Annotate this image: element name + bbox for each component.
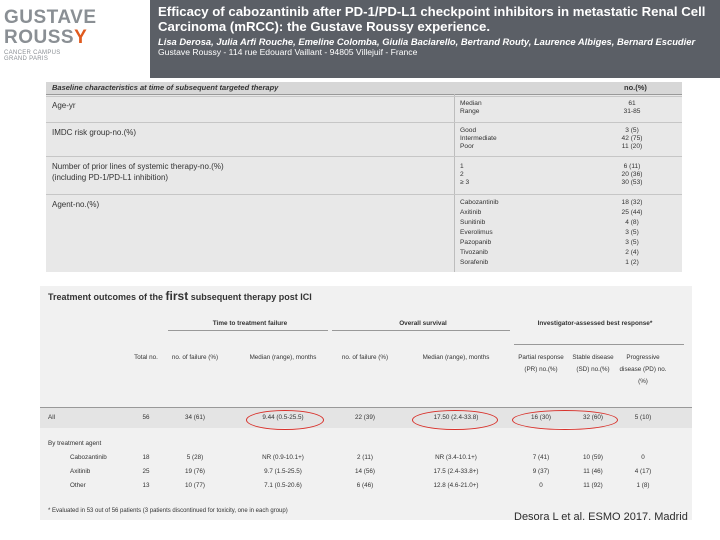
cell: 9 (37) bbox=[532, 468, 550, 475]
col-header: Stable disease (SD) no.(%) bbox=[572, 354, 614, 373]
value: 11 (20) bbox=[621, 143, 643, 150]
group-label: Age-yr bbox=[52, 101, 76, 110]
row-label: Other bbox=[70, 482, 86, 489]
value: 4 (8) bbox=[625, 219, 639, 226]
author-list: Lisa Derosa, Julia Arfi Rouche, Emeline Colomba, Giulia Baciarello, Bertrand Routy, Laurence Albiges, Bernard Escudier bbox=[158, 36, 696, 47]
cell: 9.44 (0.5-25.5) bbox=[262, 414, 304, 421]
cell: 16 (30) bbox=[531, 414, 551, 421]
col-header: Partial response (PR) no.(%) bbox=[518, 354, 564, 373]
sub-label: ≥ 3 bbox=[460, 179, 470, 186]
cell: 7.1 (0.5-20.6) bbox=[264, 482, 302, 489]
table-row bbox=[40, 466, 692, 478]
group-rule bbox=[168, 330, 328, 331]
value: 30 (53) bbox=[621, 179, 643, 186]
table-row bbox=[40, 452, 692, 464]
value: 42 (75) bbox=[621, 135, 643, 142]
cell: NR (3.4-10.1+) bbox=[435, 454, 477, 461]
highlight-oval bbox=[512, 410, 618, 430]
group-rule bbox=[332, 330, 510, 331]
cell: 17.5 (2.4-33.8+) bbox=[433, 468, 479, 475]
baseline-group-age bbox=[46, 96, 682, 121]
logo-line-2: ROUSSY bbox=[4, 27, 88, 48]
cell: 56 bbox=[142, 414, 150, 421]
group-label-2: (including PD-1/PD-L1 inhibition) bbox=[52, 173, 169, 182]
sub-label: Range bbox=[460, 108, 480, 115]
poster-title: Efficacy of cabozantinib after PD-1/PD-L1 checkpoint inhibitors in metastatic Renal Cell Carcinoma (mRCC): the Gustave Roussy experience. bbox=[158, 4, 706, 34]
col-header: no. of failure (%) bbox=[341, 354, 389, 361]
sub-label: Cabozantinib bbox=[460, 199, 499, 206]
sub-label: Median bbox=[460, 100, 482, 107]
highlight-oval bbox=[246, 410, 324, 430]
value: 3 (5) bbox=[625, 127, 639, 134]
logo-line-1: GUSTAVE bbox=[4, 7, 97, 28]
col-header: Progressive disease (PD) no.(%) bbox=[619, 354, 667, 385]
sub-label: Sorafenib bbox=[460, 259, 489, 266]
col-header: Median (range), months bbox=[249, 354, 317, 361]
cell: 5 (10) bbox=[634, 414, 652, 421]
value: 20 (36) bbox=[621, 171, 643, 178]
title-banner bbox=[150, 0, 720, 78]
baseline-group-imdc bbox=[46, 122, 682, 155]
value: 31-85 bbox=[623, 108, 641, 115]
cell: 7 (41) bbox=[532, 454, 550, 461]
cell: 0 bbox=[641, 454, 645, 461]
gustave-roussy-logo bbox=[4, 8, 124, 72]
highlight-oval bbox=[412, 410, 498, 430]
sub-label: Axitinib bbox=[460, 209, 482, 216]
cell: 17.50 (2.4-33.8) bbox=[433, 414, 479, 421]
cell: 10 (77) bbox=[185, 482, 205, 489]
value: 3 (5) bbox=[625, 239, 639, 246]
cell: 0 bbox=[539, 482, 543, 489]
sub-label: Pazopanib bbox=[460, 239, 492, 246]
group-label: Agent-no.(%) bbox=[52, 200, 100, 209]
outcomes-table bbox=[40, 286, 692, 520]
group-header-response: Investigator-assessed best response* bbox=[537, 320, 653, 327]
group-rule bbox=[514, 344, 684, 345]
cell: 2 (11) bbox=[357, 454, 373, 461]
cell: 13 bbox=[142, 482, 150, 489]
cell: 4 (17) bbox=[634, 468, 652, 475]
cell: 6 (46) bbox=[356, 482, 374, 489]
cell: 32 (60) bbox=[583, 414, 603, 421]
cell: 11 (92) bbox=[583, 482, 603, 489]
cell: NR (0.9-10.1+) bbox=[262, 454, 304, 461]
cell: 5 (28) bbox=[186, 454, 204, 461]
col-header: no. of failure (%) bbox=[171, 354, 219, 361]
sub-label: Good bbox=[460, 127, 477, 134]
baseline-heading: Baseline characteristics at time of subsequent targeted therapy bbox=[52, 83, 279, 92]
baseline-group-agent bbox=[46, 194, 682, 271]
cell: 12.8 (4.6-21.0+) bbox=[433, 482, 479, 489]
row-label: All bbox=[48, 414, 55, 421]
sub-label: Tivozanib bbox=[460, 249, 488, 256]
outcomes-title: Treatment outcomes of the first subsequent therapy post ICI bbox=[48, 289, 312, 303]
citation: Desora L et al. ESMO 2017. Madrid bbox=[514, 511, 688, 523]
affiliation: Gustave Roussy - 114 rue Edouard Vaillant - 94805 Villejuif - France bbox=[158, 47, 418, 57]
sub-label: 2 bbox=[460, 171, 464, 178]
cell: 25 bbox=[142, 468, 150, 475]
value: 2 (4) bbox=[625, 249, 639, 256]
sub-label: Poor bbox=[460, 143, 474, 150]
baseline-col-header: no.(%) bbox=[624, 83, 647, 92]
cell: 9.7 (1.5-25.5) bbox=[264, 468, 302, 475]
table-row bbox=[40, 480, 692, 492]
group-label: IMDC risk group-no.(%) bbox=[52, 128, 137, 137]
row-label: Axitinib bbox=[70, 468, 91, 475]
logo-line-4: GRAND PARIS bbox=[4, 56, 49, 62]
sub-label: Sunitinib bbox=[460, 219, 486, 226]
sub-label: Intermediate bbox=[460, 135, 497, 142]
row-label: Cabozantinib bbox=[70, 454, 107, 461]
cell: 19 (76) bbox=[185, 468, 205, 475]
value: 25 (44) bbox=[621, 209, 643, 216]
cell: 1 (8) bbox=[636, 482, 650, 489]
baseline-group-prior-lines bbox=[46, 156, 682, 193]
cell: 10 (59) bbox=[583, 454, 603, 461]
cell: 11 (46) bbox=[583, 468, 603, 475]
col-header: Median (range), months bbox=[422, 354, 490, 361]
value: 18 (32) bbox=[621, 199, 643, 206]
value: 3 (5) bbox=[625, 229, 639, 236]
col-header: Total no. bbox=[134, 354, 158, 361]
by-agent-label: By treatment agent bbox=[48, 440, 102, 447]
group-header-os: Overall survival bbox=[399, 320, 447, 327]
baseline-header-row bbox=[46, 82, 682, 95]
value: 1 (2) bbox=[625, 259, 639, 266]
baseline-table bbox=[46, 82, 682, 272]
header bbox=[0, 0, 720, 78]
cell: 34 (61) bbox=[185, 414, 205, 421]
logo-line-3: CANCER CAMPUS bbox=[4, 50, 61, 56]
value: 61 bbox=[628, 100, 636, 107]
cell: 14 (56) bbox=[355, 468, 375, 475]
sub-label: Everolimus bbox=[460, 229, 493, 236]
sub-label: 1 bbox=[460, 163, 464, 170]
footnote: * Evaluated in 53 out of 56 patients (3 patients discontinued for toxicity, one in each group) bbox=[48, 508, 288, 514]
group-label: Number of prior lines of systemic therapy-no.(%) bbox=[52, 162, 224, 171]
cell: 18 bbox=[142, 454, 150, 461]
value: 6 (11) bbox=[623, 163, 641, 170]
cell: 22 (39) bbox=[355, 414, 375, 421]
group-header-ttf: Time to treatment failure bbox=[212, 320, 288, 327]
